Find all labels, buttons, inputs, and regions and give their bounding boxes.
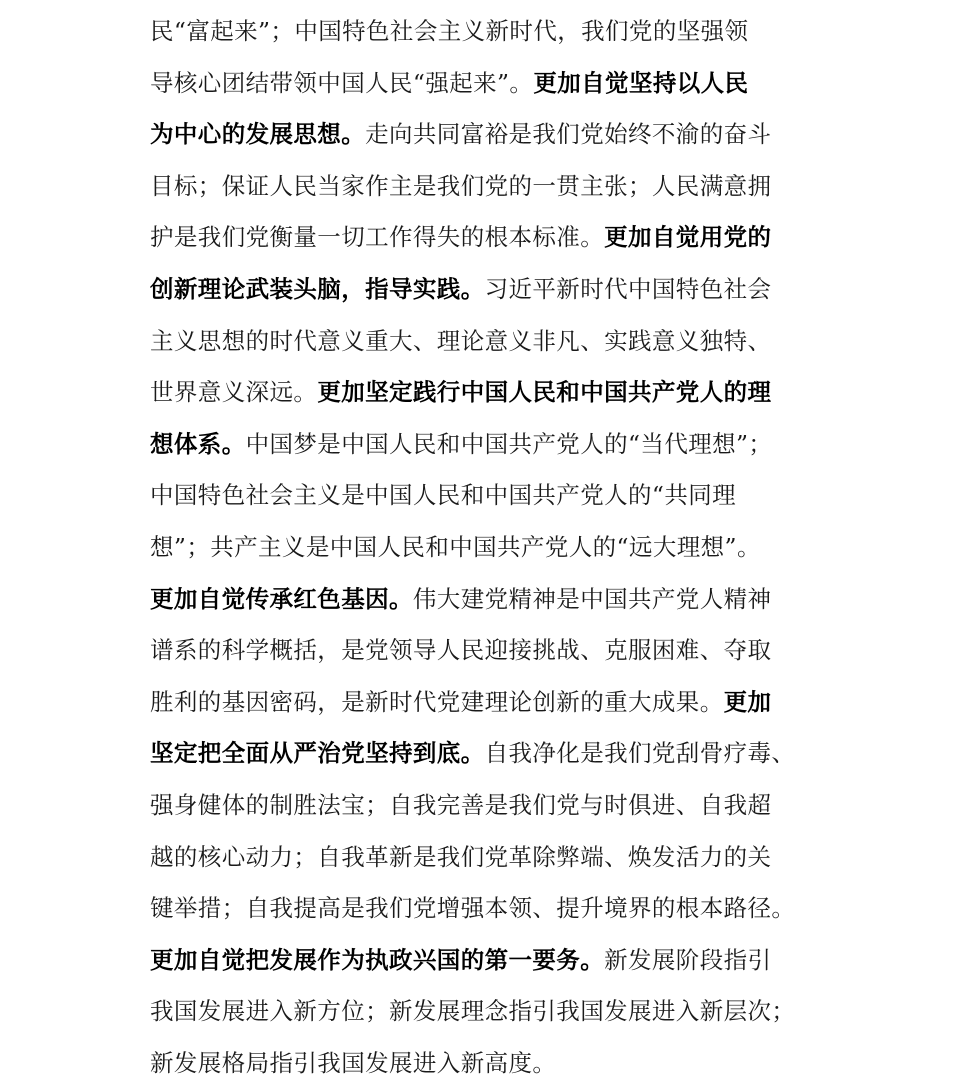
text-line: [150, 367, 960, 419]
text-line: [150, 1038, 960, 1089]
text-line: [150, 161, 960, 213]
bold-heading-text: 更加自觉传承红色基因。: [150, 584, 413, 613]
bold-heading-text: 坚定把全面从严治党坚持到底。: [150, 739, 485, 768]
body-text-span: 新发展格局指引我国发展进入新高度。: [150, 1048, 557, 1077]
bold-heading-text: 为中心的发展思想。: [150, 120, 366, 149]
body-text-span: 主义思想的时代意义重大、理论意义非凡、实践意义独特、: [150, 326, 772, 355]
text-line: [150, 883, 960, 935]
text-line: [150, 212, 960, 264]
text-line: [150, 316, 960, 368]
text-line: [150, 6, 960, 58]
text-line: [150, 58, 960, 110]
body-text-span: 中国特色社会主义是中国人民和中国共产党人的“共同理: [150, 481, 737, 510]
body-text-span: 导核心团结带领中国人民“强起来”。: [150, 68, 534, 97]
body-text-span: 伟大建党精神是中国共产党人精神: [412, 584, 772, 613]
body-text-span: 世界意义深远。: [150, 378, 318, 407]
text-line: [150, 677, 960, 729]
bold-heading-text: 更加坚定践行中国人民和中国共产党人的理: [317, 378, 772, 407]
body-text-span: 键举措；自我提高是我们党增强本领、提升境界的根本路径。: [150, 894, 796, 923]
bold-heading-text: 更加: [723, 687, 772, 716]
text-line: [150, 522, 960, 574]
bold-heading-text: 更加自觉用党的: [604, 223, 772, 252]
body-text-span: 胜利的基因密码，是新时代党建理论创新的重大成果。: [150, 687, 724, 716]
bold-heading-text: 创新理论武装头脑，指导实践。: [150, 274, 485, 303]
bold-heading-text: 更加自觉把发展作为执政兴国的第一要务。: [150, 945, 605, 974]
text-line: [150, 935, 960, 987]
body-text-span: 自我净化是我们党刮骨疗毒、: [484, 739, 796, 768]
body-text-span: 我国发展进入新方位；新发展理念指引我国发展进入新层次；: [150, 997, 796, 1026]
text-line: [150, 264, 960, 316]
text-line: [150, 728, 960, 780]
body-text-span: 民“富起来”；中国特色社会主义新时代，我们党的坚强领: [150, 17, 749, 45]
body-text-span: 护是我们党衡量一切工作得失的根本标准。: [150, 223, 605, 252]
body-text-span: 中国梦是中国人民和中国共产党人的“当代理想”；: [245, 429, 773, 458]
text-line: [150, 780, 960, 832]
bold-heading-text: 想体系。: [150, 429, 246, 458]
body-text-span: 强身健体的制胜法宝；自我完善是我们党与时俱进、自我超: [150, 790, 772, 819]
text-line: [150, 574, 960, 626]
text-line: [150, 470, 960, 522]
text-line: [150, 625, 960, 677]
body-text-span: 走向共同富裕是我们党始终不渝的奋斗: [365, 120, 772, 149]
text-line: [150, 419, 960, 471]
body-text-span: 想”；共产主义是中国人民和中国共产党人的“远大理想”。: [150, 532, 761, 561]
text-line: [150, 986, 960, 1038]
body-text-span: 新发展阶段指引: [604, 945, 772, 974]
bold-heading-text: 更加自觉坚持以人民: [533, 68, 749, 97]
body-text-span: 越的核心动力；自我革新是我们党革除弊端、焕发活力的关: [150, 842, 772, 871]
text-line: [150, 832, 960, 884]
text-line: [150, 109, 960, 161]
body-text-span: 目标；保证人民当家作主是我们党的一贯主张；人民满意拥: [150, 171, 772, 200]
body-text-span: 习近平新时代中国特色社会: [484, 274, 772, 303]
body-text: [150, 6, 960, 1089]
body-text-span: 谱系的科学概括，是党领导人民迎接挑战、克服困难、夺取: [150, 636, 772, 665]
